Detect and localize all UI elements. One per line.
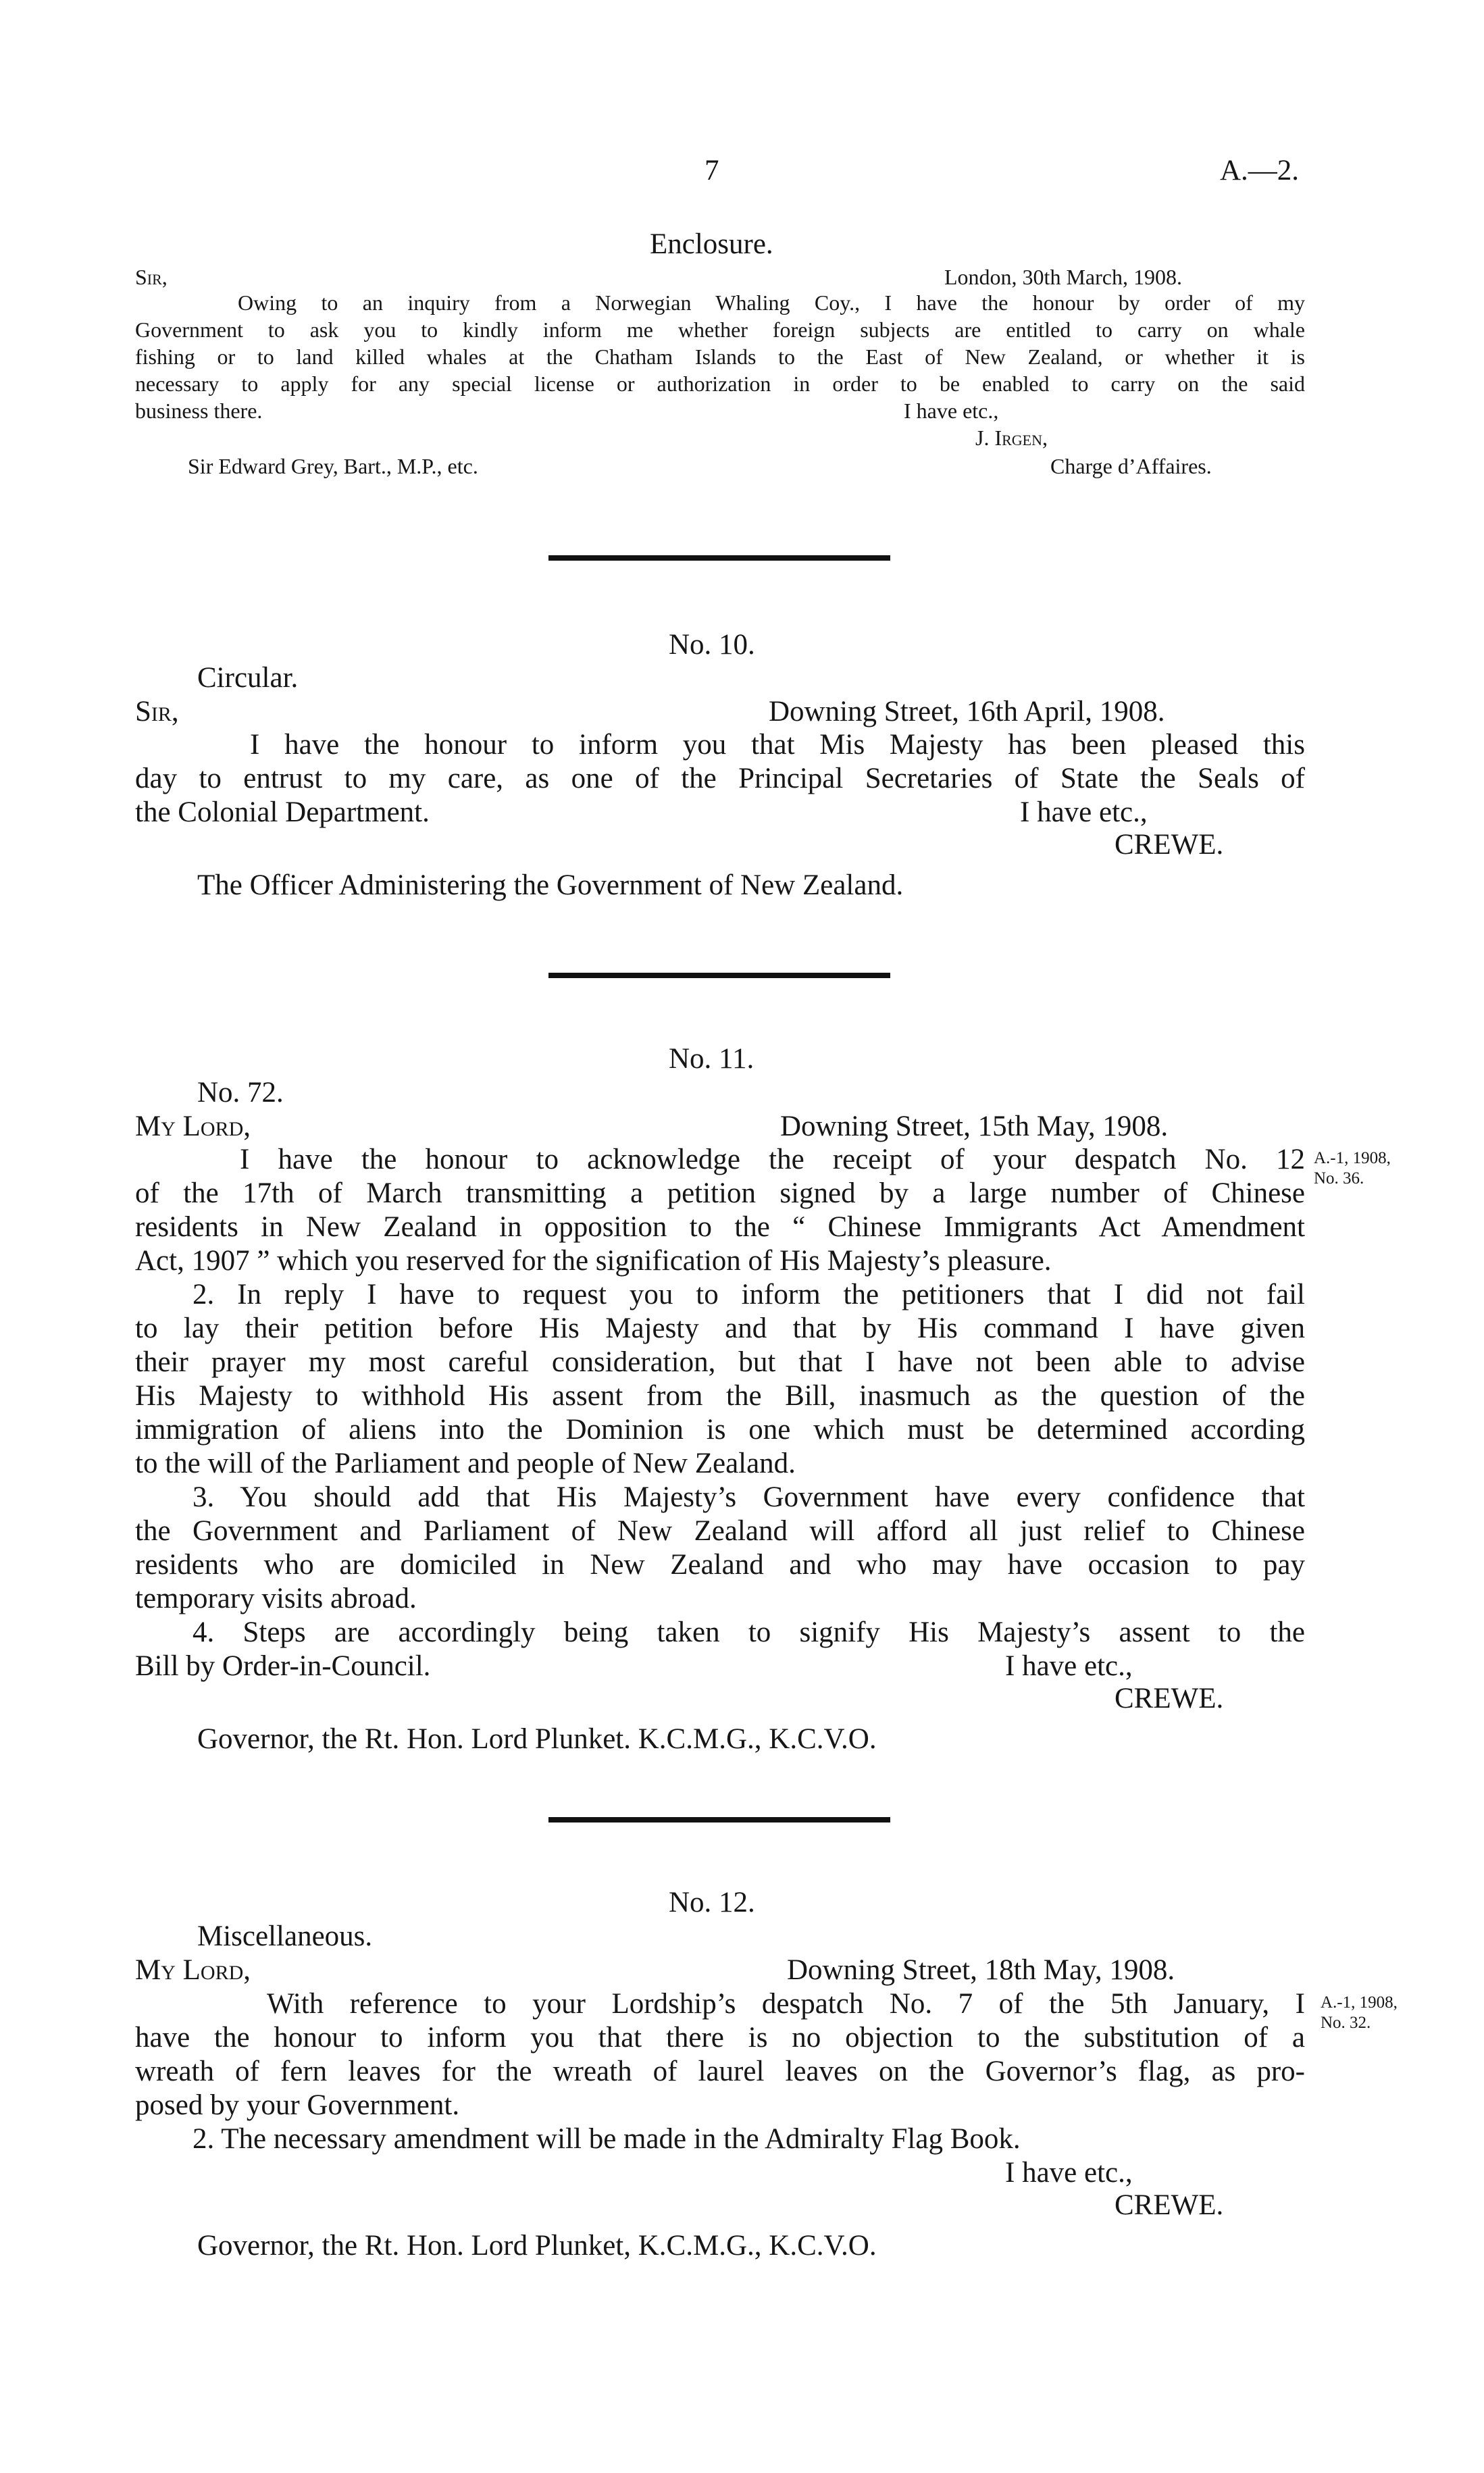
enclosure-signer-title: Charge d’Affaires. bbox=[1050, 454, 1212, 478]
no12-p1-last: posed by your Government. bbox=[135, 2089, 460, 2121]
no12-p1-line: With reference to your Lordship’s despatch No. 7 of the 5th January, I bbox=[267, 1988, 1305, 2020]
no11-p2-line: their prayer my most careful consideration, but that I have not been able to advise bbox=[135, 1346, 1305, 1378]
no12-margin-note: No. 32. bbox=[1321, 2014, 1371, 2032]
enclosure-line: fishing or to land killed whales at the Chatham Islands to the East of New Zealand, or whether it is bbox=[135, 345, 1305, 369]
no11-p4-last: Bill by Order-in-Council. bbox=[135, 1650, 431, 1682]
enclosure-addressee: Sir Edward Grey, Bart., M.P., etc. bbox=[188, 454, 478, 478]
enclosure-closing: I have etc., bbox=[904, 399, 999, 423]
enclosure-line: Government to ask you to kindly inform me whether foreign subjects are entitled to carry on whale bbox=[135, 317, 1305, 342]
enclosure-last-line: business there. bbox=[135, 399, 263, 423]
no10-salutation: Sir, bbox=[135, 696, 179, 728]
no10-line: I have the honour to inform you that Mis Majesty has been pleased this bbox=[250, 729, 1305, 761]
no11-margin-note: No. 36. bbox=[1314, 1169, 1364, 1188]
no11-closing: I have etc., bbox=[1005, 1650, 1133, 1682]
no12-p2: 2. The necessary amendment will be made in the Admiralty Flag Book. bbox=[193, 2123, 1021, 2155]
no10-heading: No. 10. bbox=[669, 629, 755, 661]
no11-margin-note: A.-1, 1908, bbox=[1314, 1149, 1391, 1167]
no10-last-line: the Colonial Department. bbox=[135, 796, 430, 828]
no11-salutation: My Lord, bbox=[135, 1111, 251, 1142]
enclosure-place-date: London, 30th March, 1908. bbox=[944, 265, 1182, 289]
no12-signature: CREWE. bbox=[1115, 2189, 1224, 2221]
no12-place-date: Downing Street, 18th May, 1908. bbox=[787, 1954, 1175, 1986]
no12-p1-line: have the honour to inform you that there is no objection to the substitution of a bbox=[135, 2022, 1305, 2054]
no10-addressee: The Officer Administering the Government of New Zealand. bbox=[197, 869, 904, 901]
no11-p2-line: 2. In reply I have to request you to inform the petitioners that I did not fail bbox=[193, 1279, 1305, 1310]
no11-p2-line: His Majesty to withhold His assent from the Bill, inasmuch as the question of the bbox=[135, 1380, 1305, 1412]
enclosure-salutation: Sir, bbox=[135, 265, 168, 289]
no11-addressee: Governor, the Rt. Hon. Lord Plunket. K.C.M.G., K.C.V.O. bbox=[197, 1723, 877, 1755]
enclosure-signature: J. Irgen, bbox=[975, 426, 1048, 450]
no11-p1-line: I have the honour to acknowledge the receipt of your despatch No. 12 bbox=[240, 1144, 1305, 1175]
no10-signature: CREWE. bbox=[1115, 829, 1224, 861]
no11-p2-line: immigration of aliens into the Dominion is one which must be determined according bbox=[135, 1414, 1305, 1446]
page-number: 7 bbox=[705, 155, 719, 186]
enclosure-heading: Enclosure. bbox=[650, 228, 773, 260]
no11-p1-line: residents in New Zealand in opposition to the “ Chinese Immigrants Act Amendment bbox=[135, 1211, 1305, 1243]
no11-p4-line: 4. Steps are accordingly being taken to signify His Majesty’s assent to the bbox=[193, 1616, 1305, 1648]
no11-p1-last: Act, 1907 ” which you reserved for the signification of His Majesty’s pleasure. bbox=[135, 1245, 1052, 1277]
no12-margin-note: A.-1, 1908, bbox=[1321, 1993, 1398, 2012]
no11-p2-last: to the will of the Parliament and people of New Zealand. bbox=[135, 1448, 796, 1479]
no12-type: Miscellaneous. bbox=[197, 1920, 373, 1952]
enclosure-line: Owing to an inquiry from a Norwegian Whaling Coy., I have the honour by order of my bbox=[238, 290, 1305, 315]
no11-p3-line: residents who are domiciled in New Zealand and who may have occasion to pay bbox=[135, 1549, 1305, 1581]
no12-salutation: My Lord, bbox=[135, 1954, 251, 1986]
enclosure-line: necessary to apply for any special license or authorization in order to be enabled to carry on the said bbox=[135, 372, 1305, 396]
no11-p3-last: temporary visits abroad. bbox=[135, 1583, 417, 1614]
no12-p1-line: wreath of fern leaves for the wreath of laurel leaves on the Governor’s flag, as pro- bbox=[135, 2056, 1305, 2087]
no11-heading: No. 11. bbox=[669, 1043, 754, 1075]
section-divider bbox=[548, 973, 890, 978]
section-divider bbox=[548, 555, 890, 561]
no11-p3-line: 3. You should add that His Majesty’s Government have every confidence that bbox=[193, 1481, 1305, 1513]
no11-place-date: Downing Street, 15th May, 1908. bbox=[780, 1111, 1169, 1142]
no10-type: Circular. bbox=[197, 662, 299, 694]
no10-closing: I have etc., bbox=[1020, 796, 1148, 828]
page-reference: A.—2. bbox=[1220, 155, 1300, 186]
no12-heading: No. 12. bbox=[669, 1887, 755, 1918]
no12-closing: I have etc., bbox=[1005, 2157, 1133, 2189]
no11-signature: CREWE. bbox=[1115, 1683, 1224, 1714]
no11-p1-line: of the 17th of March transmitting a petition signed by a large number of Chinese bbox=[135, 1177, 1305, 1209]
no10-line: day to entrust to my care, as one of the Principal Secretaries of State the Seals of bbox=[135, 763, 1305, 794]
no11-p3-line: the Government and Parliament of New Zealand will afford all just relief to Chinese bbox=[135, 1515, 1305, 1547]
no11-ref: No. 72. bbox=[197, 1077, 284, 1108]
no11-p2-line: to lay their petition before His Majesty and that by His command I have given bbox=[135, 1312, 1305, 1344]
no10-place-date: Downing Street, 16th April, 1908. bbox=[769, 696, 1165, 728]
no12-addressee: Governor, the Rt. Hon. Lord Plunket, K.C.M.G., K.C.V.O. bbox=[197, 2230, 877, 2262]
section-divider bbox=[548, 1817, 890, 1822]
